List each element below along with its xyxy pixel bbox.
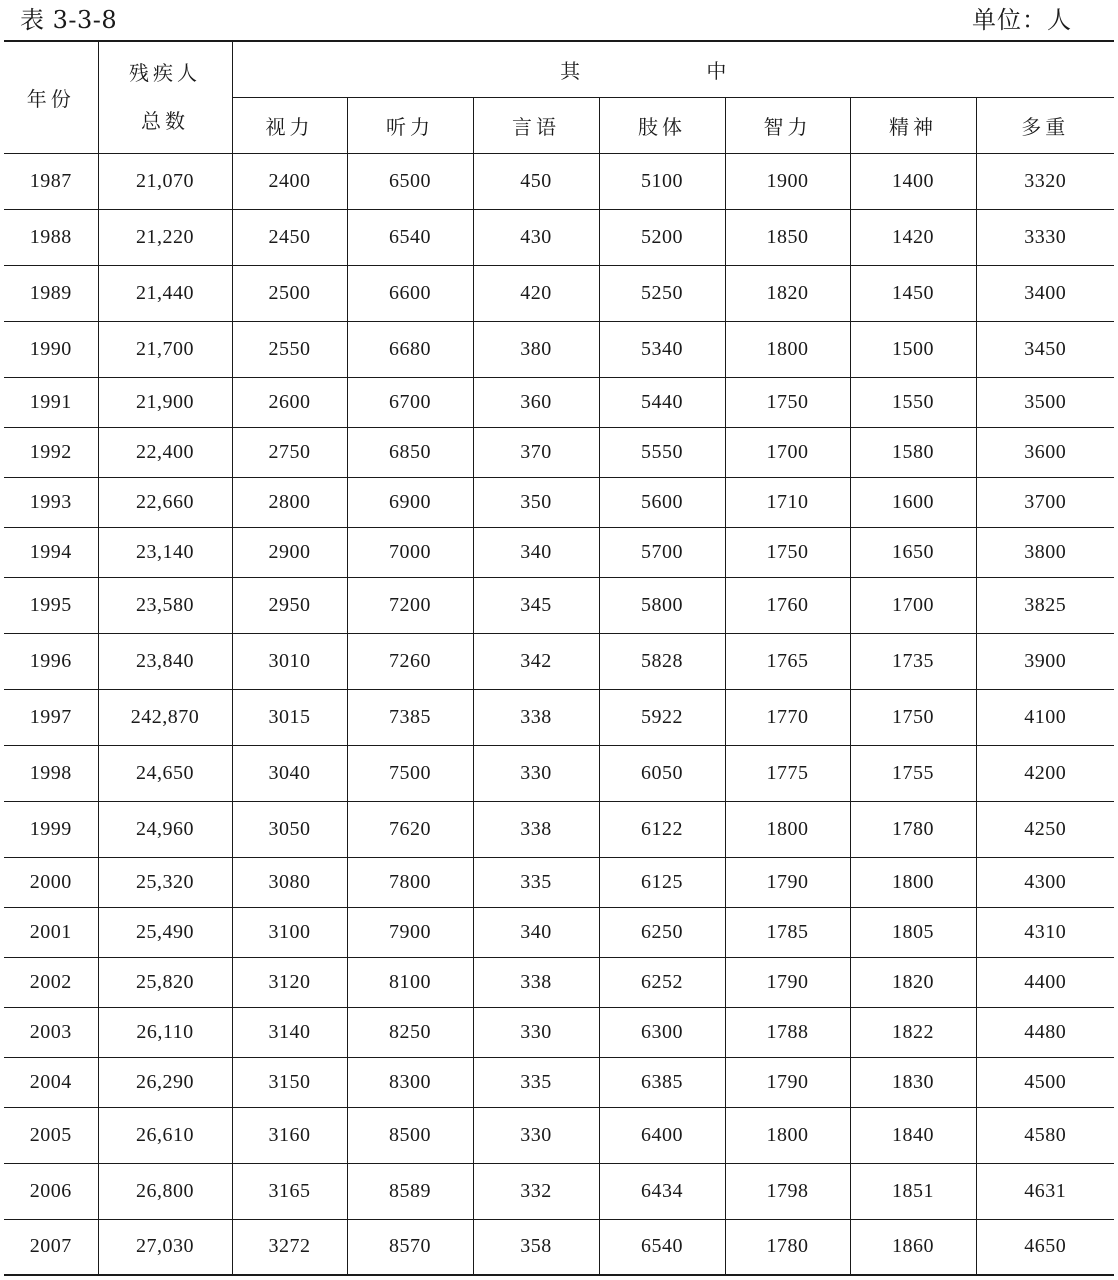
cell-year: 1992 <box>4 427 98 477</box>
cell-intellectual: 1775 <box>725 745 850 801</box>
header-year: 年份 <box>4 41 98 153</box>
cell-speech: 358 <box>473 1219 599 1275</box>
cell-total: 25,490 <box>98 907 232 957</box>
cell-multiple: 4480 <box>976 1007 1114 1057</box>
cell-vision: 3050 <box>232 801 347 857</box>
cell-physical: 5550 <box>599 427 725 477</box>
cell-physical: 5700 <box>599 527 725 577</box>
cell-speech: 330 <box>473 1107 599 1163</box>
cell-speech: 338 <box>473 801 599 857</box>
cell-speech: 450 <box>473 153 599 209</box>
cell-multiple: 3400 <box>976 265 1114 321</box>
table-row <box>4 1057 1114 1107</box>
cell-mental: 1830 <box>850 1057 976 1107</box>
cell-hearing: 8500 <box>347 1107 473 1163</box>
cell-multiple: 3320 <box>976 153 1114 209</box>
cell-vision: 3010 <box>232 633 347 689</box>
cell-year: 1989 <box>4 265 98 321</box>
cell-year: 1999 <box>4 801 98 857</box>
cell-hearing: 7800 <box>347 857 473 907</box>
cell-intellectual: 1850 <box>725 209 850 265</box>
cell-hearing: 6700 <box>347 377 473 427</box>
table-row <box>4 527 1114 577</box>
cell-year: 2000 <box>4 857 98 907</box>
cell-year: 1990 <box>4 321 98 377</box>
cell-year: 2006 <box>4 1163 98 1219</box>
cell-hearing: 6900 <box>347 477 473 527</box>
cell-year: 1991 <box>4 377 98 427</box>
cell-mental: 1805 <box>850 907 976 957</box>
cell-vision: 2400 <box>232 153 347 209</box>
cell-intellectual: 1798 <box>725 1163 850 1219</box>
cell-mental: 1750 <box>850 689 976 745</box>
cell-speech: 330 <box>473 745 599 801</box>
header-mental: 精神 <box>850 97 976 153</box>
cell-intellectual: 1800 <box>725 1107 850 1163</box>
cell-mental: 1650 <box>850 527 976 577</box>
cell-multiple: 3450 <box>976 321 1114 377</box>
cell-vision: 3165 <box>232 1163 347 1219</box>
cell-total: 21,900 <box>98 377 232 427</box>
cell-vision: 3160 <box>232 1107 347 1163</box>
table-row <box>4 265 1114 321</box>
cell-physical: 6434 <box>599 1163 725 1219</box>
cell-speech: 370 <box>473 427 599 477</box>
cell-total: 26,610 <box>98 1107 232 1163</box>
cell-mental: 1800 <box>850 857 976 907</box>
cell-total: 25,820 <box>98 957 232 1007</box>
cell-year: 1995 <box>4 577 98 633</box>
cell-total: 23,840 <box>98 633 232 689</box>
cell-multiple: 4400 <box>976 957 1114 1007</box>
table-row <box>4 477 1114 527</box>
cell-mental: 1820 <box>850 957 976 1007</box>
cell-multiple: 3330 <box>976 209 1114 265</box>
header-hearing: 听力 <box>347 97 473 153</box>
cell-speech: 360 <box>473 377 599 427</box>
cell-mental: 1500 <box>850 321 976 377</box>
cell-speech: 380 <box>473 321 599 377</box>
cell-physical: 5922 <box>599 689 725 745</box>
cell-multiple: 3500 <box>976 377 1114 427</box>
cell-mental: 1400 <box>850 153 976 209</box>
cell-year: 1993 <box>4 477 98 527</box>
cell-total: 24,650 <box>98 745 232 801</box>
header-row-top <box>4 41 1114 97</box>
cell-intellectual: 1790 <box>725 857 850 907</box>
cell-mental: 1860 <box>850 1219 976 1275</box>
cell-physical: 6125 <box>599 857 725 907</box>
cell-hearing: 8100 <box>347 957 473 1007</box>
cell-speech: 345 <box>473 577 599 633</box>
header-vision: 视力 <box>232 97 347 153</box>
cell-intellectual: 1790 <box>725 957 850 1007</box>
cell-hearing: 7260 <box>347 633 473 689</box>
cell-intellectual: 1790 <box>725 1057 850 1107</box>
cell-physical: 6122 <box>599 801 725 857</box>
cell-vision: 2800 <box>232 477 347 527</box>
cell-year: 2001 <box>4 907 98 957</box>
cell-total: 26,110 <box>98 1007 232 1057</box>
header-total-line2: 总数 <box>141 109 189 134</box>
cell-hearing: 7000 <box>347 527 473 577</box>
cell-physical: 6252 <box>599 957 725 1007</box>
cell-year: 2003 <box>4 1007 98 1057</box>
table-row <box>4 577 1114 633</box>
header-physical: 肢体 <box>599 97 725 153</box>
header-speech: 言语 <box>473 97 599 153</box>
cell-mental: 1450 <box>850 265 976 321</box>
cell-intellectual: 1800 <box>725 801 850 857</box>
cell-total: 26,290 <box>98 1057 232 1107</box>
cell-speech: 342 <box>473 633 599 689</box>
cell-vision: 3120 <box>232 957 347 1007</box>
cell-intellectual: 1765 <box>725 633 850 689</box>
cell-intellectual: 1750 <box>725 527 850 577</box>
cell-multiple: 4300 <box>976 857 1114 907</box>
cell-vision: 2550 <box>232 321 347 377</box>
cell-mental: 1700 <box>850 577 976 633</box>
cell-total: 22,400 <box>98 427 232 477</box>
cell-speech: 335 <box>473 857 599 907</box>
table-row <box>4 745 1114 801</box>
cell-total: 242,870 <box>98 689 232 745</box>
cell-total: 22,660 <box>98 477 232 527</box>
header-group-of-which: 其 中 <box>232 41 1114 97</box>
cell-physical: 6050 <box>599 745 725 801</box>
cell-year: 2005 <box>4 1107 98 1163</box>
cell-hearing: 7385 <box>347 689 473 745</box>
table-header <box>4 41 1114 153</box>
cell-multiple: 4100 <box>976 689 1114 745</box>
cell-mental: 1840 <box>850 1107 976 1163</box>
cell-hearing: 6600 <box>347 265 473 321</box>
cell-intellectual: 1900 <box>725 153 850 209</box>
cell-year: 1994 <box>4 527 98 577</box>
cell-year: 1997 <box>4 689 98 745</box>
cell-hearing: 7500 <box>347 745 473 801</box>
cell-hearing: 6850 <box>347 427 473 477</box>
cell-multiple: 4631 <box>976 1163 1114 1219</box>
cell-mental: 1780 <box>850 801 976 857</box>
table-row <box>4 857 1114 907</box>
cell-multiple: 4500 <box>976 1057 1114 1107</box>
cell-intellectual: 1788 <box>725 1007 850 1057</box>
page-header <box>0 0 1118 40</box>
cell-vision: 3272 <box>232 1219 347 1275</box>
cell-mental: 1550 <box>850 377 976 427</box>
cell-mental: 1755 <box>850 745 976 801</box>
cell-multiple: 4650 <box>976 1219 1114 1275</box>
cell-total: 26,800 <box>98 1163 232 1219</box>
table-row <box>4 321 1114 377</box>
cell-intellectual: 1785 <box>725 907 850 957</box>
cell-mental: 1600 <box>850 477 976 527</box>
cell-hearing: 7620 <box>347 801 473 857</box>
cell-year: 1996 <box>4 633 98 689</box>
table-row <box>4 1219 1114 1275</box>
cell-speech: 338 <box>473 957 599 1007</box>
cell-vision: 3140 <box>232 1007 347 1057</box>
cell-multiple: 3800 <box>976 527 1114 577</box>
table-row <box>4 1007 1114 1057</box>
disabled-population-table <box>4 40 1114 1276</box>
header-intellectual: 智力 <box>725 97 850 153</box>
table-row <box>4 801 1114 857</box>
cell-year: 2002 <box>4 957 98 1007</box>
cell-mental: 1735 <box>850 633 976 689</box>
cell-speech: 330 <box>473 1007 599 1057</box>
table-number: 表 3-3-8 <box>20 6 118 34</box>
cell-intellectual: 1800 <box>725 321 850 377</box>
cell-year: 2007 <box>4 1219 98 1275</box>
cell-physical: 5100 <box>599 153 725 209</box>
cell-year: 1998 <box>4 745 98 801</box>
cell-physical: 6400 <box>599 1107 725 1163</box>
cell-hearing: 8250 <box>347 1007 473 1057</box>
cell-speech: 340 <box>473 907 599 957</box>
cell-year: 1987 <box>4 153 98 209</box>
cell-intellectual: 1700 <box>725 427 850 477</box>
cell-speech: 338 <box>473 689 599 745</box>
cell-hearing: 6500 <box>347 153 473 209</box>
header-multiple: 多重 <box>976 97 1114 153</box>
cell-speech: 335 <box>473 1057 599 1107</box>
cell-total: 21,440 <box>98 265 232 321</box>
cell-hearing: 7900 <box>347 907 473 957</box>
cell-physical: 6300 <box>599 1007 725 1057</box>
cell-mental: 1822 <box>850 1007 976 1057</box>
cell-total: 21,220 <box>98 209 232 265</box>
cell-vision: 3015 <box>232 689 347 745</box>
table-row <box>4 427 1114 477</box>
cell-mental: 1420 <box>850 209 976 265</box>
cell-total: 25,320 <box>98 857 232 907</box>
cell-intellectual: 1750 <box>725 377 850 427</box>
cell-vision: 3080 <box>232 857 347 907</box>
unit-label: 单位：人 <box>972 6 1072 34</box>
cell-total: 24,960 <box>98 801 232 857</box>
table-row <box>4 377 1114 427</box>
cell-total: 23,140 <box>98 527 232 577</box>
cell-multiple: 3600 <box>976 427 1114 477</box>
cell-physical: 6385 <box>599 1057 725 1107</box>
cell-hearing: 6680 <box>347 321 473 377</box>
cell-intellectual: 1710 <box>725 477 850 527</box>
cell-hearing: 6540 <box>347 209 473 265</box>
cell-total: 23,580 <box>98 577 232 633</box>
table-row <box>4 209 1114 265</box>
cell-vision: 2450 <box>232 209 347 265</box>
cell-speech: 340 <box>473 527 599 577</box>
cell-multiple: 3825 <box>976 577 1114 633</box>
cell-physical: 6540 <box>599 1219 725 1275</box>
table-body <box>4 153 1114 1275</box>
cell-vision: 3150 <box>232 1057 347 1107</box>
cell-hearing: 8300 <box>347 1057 473 1107</box>
cell-vision: 2600 <box>232 377 347 427</box>
cell-speech: 350 <box>473 477 599 527</box>
cell-total: 21,700 <box>98 321 232 377</box>
cell-multiple: 4200 <box>976 745 1114 801</box>
cell-physical: 5440 <box>599 377 725 427</box>
cell-multiple: 4310 <box>976 907 1114 957</box>
cell-hearing: 8570 <box>347 1219 473 1275</box>
cell-intellectual: 1770 <box>725 689 850 745</box>
cell-intellectual: 1780 <box>725 1219 850 1275</box>
table-row <box>4 689 1114 745</box>
cell-speech: 332 <box>473 1163 599 1219</box>
cell-mental: 1851 <box>850 1163 976 1219</box>
cell-hearing: 7200 <box>347 577 473 633</box>
cell-vision: 2900 <box>232 527 347 577</box>
header-total-line1: 残疾人 <box>129 61 201 86</box>
table-row <box>4 153 1114 209</box>
cell-year: 1988 <box>4 209 98 265</box>
table-row <box>4 1163 1114 1219</box>
cell-vision: 2950 <box>232 577 347 633</box>
cell-physical: 5250 <box>599 265 725 321</box>
cell-vision: 3040 <box>232 745 347 801</box>
cell-physical: 6250 <box>599 907 725 957</box>
cell-vision: 2750 <box>232 427 347 477</box>
cell-multiple: 4580 <box>976 1107 1114 1163</box>
cell-physical: 5828 <box>599 633 725 689</box>
table-row <box>4 957 1114 1007</box>
cell-intellectual: 1820 <box>725 265 850 321</box>
cell-vision: 2500 <box>232 265 347 321</box>
cell-year: 2004 <box>4 1057 98 1107</box>
cell-multiple: 3700 <box>976 477 1114 527</box>
cell-multiple: 4250 <box>976 801 1114 857</box>
cell-mental: 1580 <box>850 427 976 477</box>
cell-physical: 5600 <box>599 477 725 527</box>
table-row <box>4 907 1114 957</box>
cell-intellectual: 1760 <box>725 577 850 633</box>
cell-multiple: 3900 <box>976 633 1114 689</box>
cell-vision: 3100 <box>232 907 347 957</box>
cell-hearing: 8589 <box>347 1163 473 1219</box>
cell-physical: 5340 <box>599 321 725 377</box>
cell-total: 21,070 <box>98 153 232 209</box>
table-row <box>4 1107 1114 1163</box>
header-total <box>98 41 232 153</box>
cell-total: 27,030 <box>98 1219 232 1275</box>
cell-physical: 5200 <box>599 209 725 265</box>
cell-physical: 5800 <box>599 577 725 633</box>
cell-speech: 430 <box>473 209 599 265</box>
table-row <box>4 633 1114 689</box>
cell-speech: 420 <box>473 265 599 321</box>
